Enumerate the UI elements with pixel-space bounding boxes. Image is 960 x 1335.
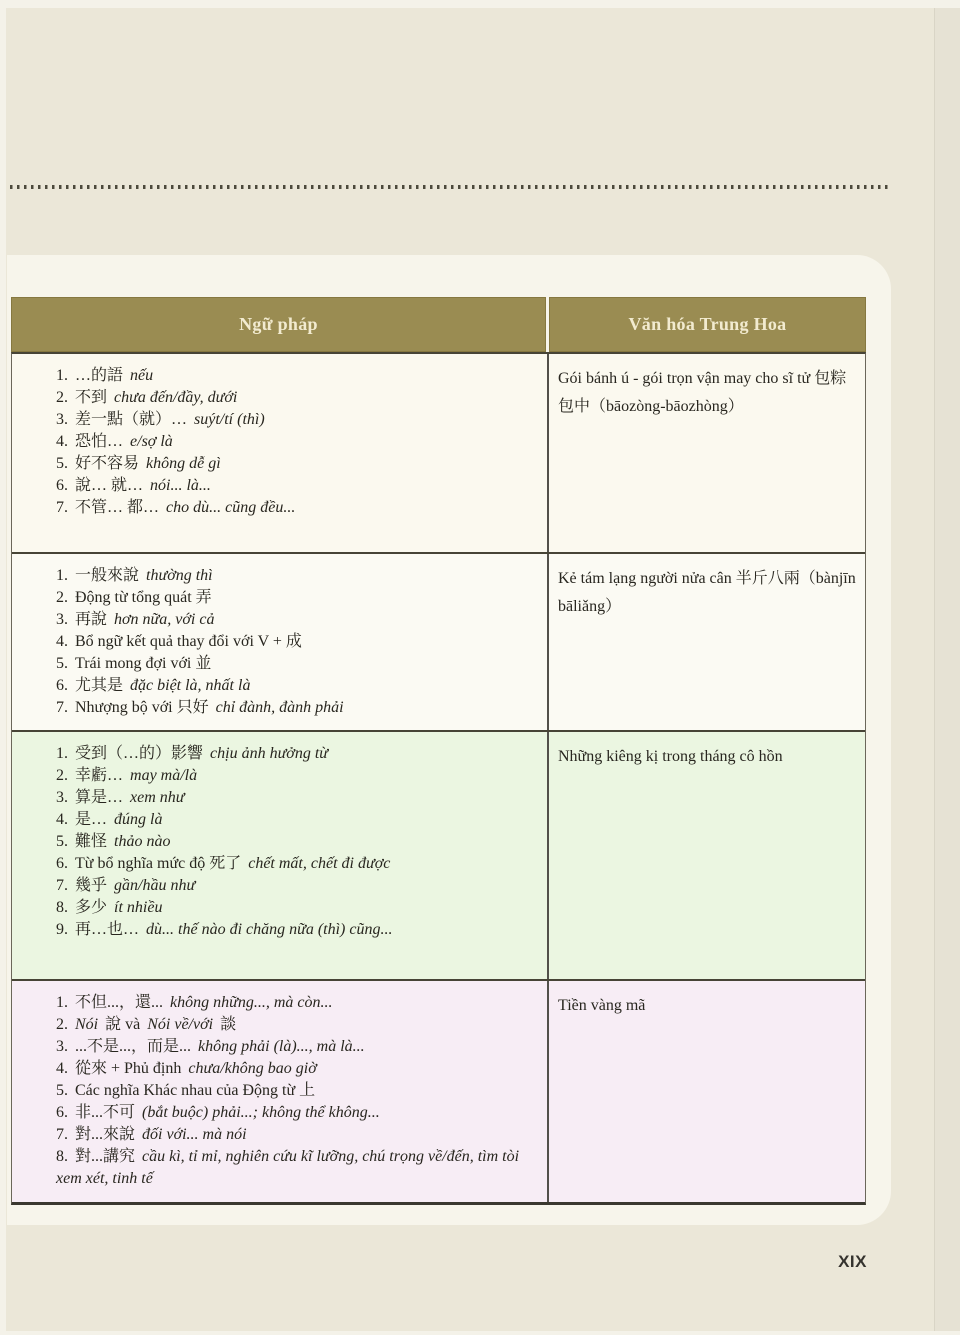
grammar-item-number: 9.: [56, 921, 68, 938]
grammar-term: 從來 + Phủ định: [75, 1060, 182, 1077]
grammar-translation: xem như: [130, 789, 185, 806]
grammar-translation: thảo nào: [114, 833, 171, 850]
grammar-term: 再…也…: [75, 921, 140, 938]
grammar-item: [56, 1014, 539, 1036]
culture-note: Kẻ tám lạng người nửa cân 半斤八兩（bànjīn bāliǎng）: [558, 570, 856, 615]
culture-cell: [547, 732, 867, 979]
grammar-term: Động từ tổng quát 弄: [75, 589, 212, 606]
grammar-item: [56, 743, 539, 765]
grammar-term: 非...不可: [75, 1104, 136, 1121]
grammar-item-number: 6.: [56, 1104, 68, 1121]
header-culture-label: Văn hóa Trung Hoa: [628, 314, 787, 334]
grammar-term: 幸虧…: [75, 767, 124, 784]
grammar-item: [56, 475, 539, 497]
grammar-term: 對...來說: [75, 1126, 136, 1143]
grammar-translation: suýt/tí (thì): [194, 411, 265, 428]
culture-note: Tiền vàng mã: [558, 997, 646, 1014]
grammar-item-number: 4.: [56, 633, 68, 650]
grammar-item: [56, 809, 539, 831]
culture-cell: [547, 981, 867, 1202]
grammar-item: [56, 831, 539, 853]
grammar-item-number: 8.: [56, 1148, 68, 1165]
grammar-item: [56, 587, 539, 609]
grammar-translation: đối với... mà nói: [142, 1126, 247, 1143]
grammar-item-number: 7.: [56, 699, 68, 716]
grammar-item: [56, 897, 539, 919]
grammar-translation: không những..., mà còn...: [170, 994, 333, 1011]
grammar-item-number: 6.: [56, 677, 68, 694]
grammar-term: …的語: [75, 367, 124, 384]
grammar-term: 談: [220, 1016, 237, 1033]
grammar-item: [56, 609, 539, 631]
grammar-item: [56, 1102, 539, 1124]
grammar-item-number: 4.: [56, 433, 68, 450]
grammar-item-number: 5.: [56, 655, 68, 672]
grammar-item: [56, 919, 539, 941]
grammar-item: [56, 409, 539, 431]
grammar-item: [56, 387, 539, 409]
table-header: [11, 297, 866, 352]
grammar-translation: không phải (là)..., mà là...: [198, 1038, 365, 1055]
grammar-translation: hơn nữa, với cả: [114, 611, 215, 628]
grammar-term: 受到（…的）影響: [75, 745, 204, 762]
grammar-item: [56, 1080, 539, 1102]
grammar-item-number: 6.: [56, 855, 68, 872]
table-body: [11, 352, 866, 1205]
grammar-term: 恐怕…: [75, 433, 124, 450]
grammar-translation: chưa/không bao giờ: [188, 1060, 317, 1077]
grammar-item: [56, 875, 539, 897]
grammar-item: [56, 1036, 539, 1058]
grammar-item: [56, 675, 539, 697]
grammar-item: [56, 365, 539, 387]
grammar-item-number: 3.: [56, 1038, 68, 1055]
grammar-term: Các nghĩa Khác nhau của Động từ 上: [75, 1082, 316, 1099]
grammar-item-number: 5.: [56, 833, 68, 850]
grammar-term: 不到: [75, 389, 108, 406]
grammar-translation: đặc biệt là, nhất là: [130, 677, 251, 694]
grammar-item: [56, 787, 539, 809]
grammar-item: [56, 497, 539, 519]
grammar-translation: chết mất, chết đi được: [248, 855, 391, 872]
grammar-translation: đúng là: [114, 811, 163, 828]
grammar-cell: [12, 732, 547, 979]
header-cell-culture: [549, 297, 866, 352]
grammar-term: 是…: [75, 811, 108, 828]
grammar-translation: chịu ảnh hưởng từ: [210, 745, 328, 762]
page-number: XIX: [838, 1252, 867, 1271]
culture-cell: [547, 554, 867, 730]
grammar-term: 多少: [75, 899, 108, 916]
table-row: [12, 552, 865, 730]
grammar-cell: [12, 981, 547, 1202]
summary-table: [11, 297, 866, 1205]
grammar-translation: may mà/là: [130, 767, 198, 784]
grammar-translation: nói... là...: [150, 477, 211, 494]
grammar-term: 對...講究: [75, 1148, 136, 1165]
grammar-term: 算是…: [75, 789, 124, 806]
grammar-term: 好不容易: [75, 455, 140, 472]
grammar-item: [56, 565, 539, 587]
grammar-item: [56, 697, 539, 719]
grammar-item-number: 3.: [56, 411, 68, 428]
grammar-item-number: 4.: [56, 1060, 68, 1077]
grammar-translation: ít nhiều: [114, 899, 163, 916]
grammar-cell: [12, 554, 547, 730]
grammar-translation: nếu: [130, 367, 154, 384]
grammar-item: [56, 453, 539, 475]
grammar-item-number: 8.: [56, 899, 68, 916]
grammar-translation: chưa đến/đầy, dưới: [114, 389, 238, 406]
grammar-item-number: 2.: [56, 767, 68, 784]
grammar-item-number: 7.: [56, 499, 68, 516]
grammar-item-number: 7.: [56, 877, 68, 894]
grammar-term: 一般來說: [75, 567, 140, 584]
grammar-term: 不管… 都…: [75, 499, 160, 516]
grammar-item-number: 3.: [56, 789, 68, 806]
grammar-term: 差一點（就）…: [75, 411, 188, 428]
grammar-translation: (bắt buộc) phải...; không thể không...: [142, 1104, 380, 1121]
grammar-term: Nhượng bộ với 只好: [75, 699, 209, 716]
culture-note: Gói bánh ú - gói trọn vận may cho sĩ tử 包粽包中（bāozòng-bāozhòng）: [558, 370, 847, 415]
culture-cell: [547, 354, 867, 552]
grammar-term: 說 và: [105, 1016, 141, 1033]
grammar-translation: Nói: [75, 1016, 99, 1033]
grammar-translation: Nói về/với: [147, 1016, 214, 1033]
grammar-item: [56, 431, 539, 453]
grammar-term: 不但...，還...: [75, 994, 164, 1011]
grammar-item: [56, 1058, 539, 1080]
grammar-item-number: 3.: [56, 611, 68, 628]
grammar-item-number: 5.: [56, 455, 68, 472]
grammar-item-number: 2.: [56, 589, 68, 606]
grammar-translation: thường thì: [146, 567, 213, 584]
grammar-translation: cho dù... cũng đều...: [166, 499, 296, 516]
grammar-term: ...不是...，而是...: [75, 1038, 192, 1055]
grammar-item-number: 1.: [56, 994, 68, 1011]
grammar-translation: dù... thế nào đi chăng nữa (thì) cũng...: [146, 921, 393, 938]
grammar-term: 幾乎: [75, 877, 108, 894]
grammar-item-number: 1.: [56, 367, 68, 384]
grammar-translation: e/sợ là: [130, 433, 173, 450]
grammar-translation: không dễ gì: [146, 455, 221, 472]
grammar-term: Bổ ngữ kết quả thay đổi với V + 成: [75, 633, 302, 650]
grammar-term: Từ bổ nghĩa mức độ 死了: [75, 855, 242, 872]
grammar-item: [56, 631, 539, 653]
header-cell-grammar: [11, 297, 546, 352]
grammar-term: 尤其是: [75, 677, 124, 694]
header-grammar-label: Ngữ pháp: [239, 314, 318, 334]
dotted-separator: [10, 185, 888, 189]
grammar-item: [56, 992, 539, 1014]
grammar-cell: [12, 354, 547, 552]
culture-note: Những kiêng kị trong tháng cô hồn: [558, 748, 783, 765]
grammar-item-number: 6.: [56, 477, 68, 494]
grammar-item-number: 7.: [56, 1126, 68, 1143]
grammar-item-number: 5.: [56, 1082, 68, 1099]
page-edge-shadow: [934, 8, 960, 1331]
grammar-item-number: 2.: [56, 389, 68, 406]
table-row: [12, 730, 865, 979]
grammar-item: [56, 853, 539, 875]
grammar-item: [56, 765, 539, 787]
grammar-translation: chỉ đành, đành phải: [215, 699, 344, 716]
grammar-term: 再說: [75, 611, 108, 628]
grammar-item: [56, 1146, 539, 1190]
grammar-translation: gần/hầu như: [114, 877, 196, 894]
grammar-item-number: 1.: [56, 745, 68, 762]
grammar-item-number: 1.: [56, 567, 68, 584]
content-card: [7, 255, 891, 1225]
grammar-item-number: 2.: [56, 1016, 68, 1033]
grammar-item-number: 4.: [56, 811, 68, 828]
table-row: [12, 354, 865, 552]
grammar-item: [56, 1124, 539, 1146]
table-row: [12, 979, 865, 1202]
grammar-translation: cầu kì, tỉ mỉ, nghiên cứu kĩ lưỡng, chú trọng về/đến, tìm tòi xem xét, tinh tế: [56, 1148, 520, 1187]
grammar-term: 說… 就…: [75, 477, 144, 494]
grammar-term: 難怪: [75, 833, 108, 850]
grammar-item: [56, 653, 539, 675]
grammar-term: Trái mong đợi với 並: [75, 655, 212, 672]
